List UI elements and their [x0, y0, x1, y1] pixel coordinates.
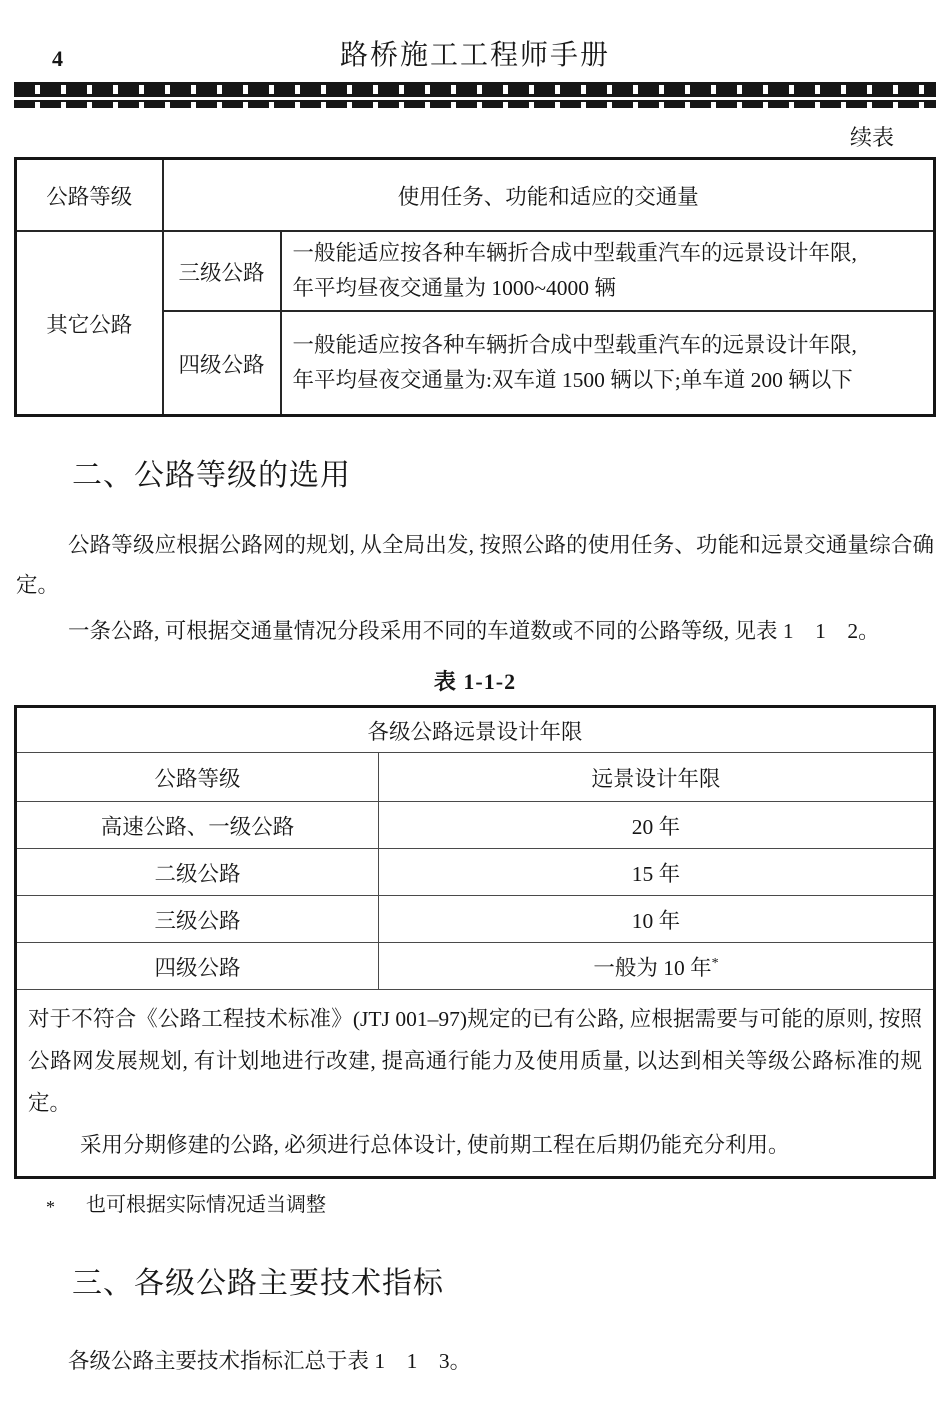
footnote-text: 也可根据实际情况适当调整 [86, 1194, 326, 1216]
table2-col-header-years: 远景设计年限 [379, 753, 935, 802]
header-rule-thick [14, 82, 936, 97]
section-heading-3: 三、各级公路主要技术指标 [72, 1267, 444, 1300]
desc-line: 年平均昼夜交通量为 1000~4000 辆 [292, 276, 616, 300]
paragraph: 一条公路, 可根据交通量情况分段采用不同的车道数或不同的公路等级, 见表 1 1 2。 [68, 619, 880, 643]
table1-grade-4: 四级公路 [163, 311, 281, 416]
highway-grade-usage-table [14, 157, 936, 417]
table-row [16, 231, 935, 311]
table-row [16, 896, 935, 943]
desc-line: 年平均昼夜交通量为:双车道 1500 辆以下;单车道 200 辆以下 [292, 368, 853, 392]
table2-cell-years: 15 年 [379, 849, 935, 896]
years-value: 一般为 10 年 [593, 955, 712, 980]
table-row [16, 159, 935, 232]
table-row [16, 753, 935, 802]
table1-desc-grade-3 [281, 231, 935, 311]
table2-note-cell [16, 990, 935, 1178]
table2-cell-grade: 高速公路、一级公路 [16, 802, 379, 849]
table2-cell-grade: 四级公路 [16, 943, 379, 990]
table-row [16, 849, 935, 896]
table-row [16, 943, 935, 990]
desc-line: 一般能适应按各种车辆折合成中型载重汽车的远景设计年限, [292, 333, 857, 357]
design-years-table [14, 705, 936, 1179]
table2-col-header-grade: 公路等级 [16, 753, 379, 802]
footnote-marker: * [46, 1197, 55, 1217]
paragraph: 各级公路主要技术指标汇总于表 1 1 3。 [68, 1349, 472, 1373]
continued-table-label: 续表 [849, 125, 894, 150]
table2-title: 各级公路远景设计年限 [16, 707, 935, 753]
page-header [14, 36, 936, 80]
table1-header-grade: 公路等级 [16, 159, 163, 232]
table2-cell-years: 10 年 [379, 896, 935, 943]
table2-cell-grade: 二级公路 [16, 849, 379, 896]
table2-cell-grade: 三级公路 [16, 896, 379, 943]
section-heading-2: 二、公路等级的选用 [72, 459, 351, 492]
table1-desc-grade-4 [281, 311, 935, 416]
table2-cell-years [379, 943, 935, 990]
footnote [46, 1191, 936, 1221]
header-rule-thin [14, 100, 936, 108]
note-paragraph: 对于不符合《公路工程技术标准》(JTJ 001–97)规定的已有公路, 应根据需要与可能的原则, 按照公路网发展规划, 有计划地进行改建, 提高通行能力及使用质量, 以达到相关等级公路标准的规定。 [28, 1007, 922, 1115]
table1-header-usage: 使用任务、功能和适应的交通量 [163, 159, 935, 232]
table2-cell-years: 20 年 [379, 802, 935, 849]
desc-line: 一般能适应按各种车辆折合成中型载重汽车的远景设计年限, [292, 241, 857, 265]
note-paragraph: 采用分期修建的公路, 必须进行总体设计, 使前期工程在后期仍能充分利用。 [80, 1133, 790, 1157]
table-row [16, 990, 935, 1178]
table-row [16, 707, 935, 753]
table-1-1-2-caption: 表 1-1-2 [433, 669, 517, 694]
footnote-reference-asterisk: * [711, 955, 719, 971]
page-number: 4 [52, 46, 63, 71]
table1-grade-3: 三级公路 [163, 231, 281, 311]
book-title: 路桥施工工程师手册 [339, 40, 610, 71]
table-row [16, 802, 935, 849]
table1-group-other-highways: 其它公路 [16, 231, 163, 416]
paragraph: 公路等级应根据公路网的规划, 从全局出发, 按照公路的使用任务、功能和远景交通量综合确定。 [16, 533, 934, 597]
